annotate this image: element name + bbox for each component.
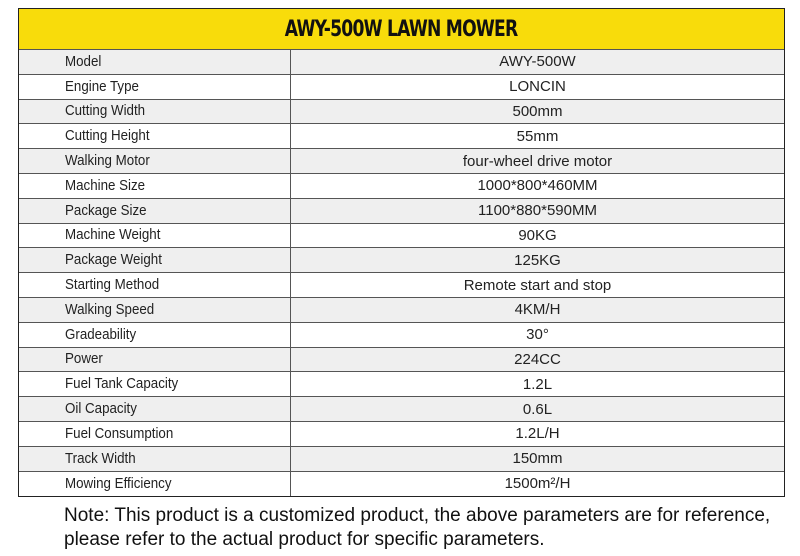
- table-row: [19, 75, 784, 100]
- note-text: Note: This product is a customized product, the above parameters are for reference, please refer to the actual product for specific parameters.: [64, 505, 771, 550]
- spec-value: 1100*880*590MM: [478, 202, 597, 220]
- spec-table: [18, 8, 785, 497]
- spec-label: [19, 447, 291, 471]
- spec-value: AWY-500W: [499, 53, 576, 71]
- spec-label: [19, 75, 291, 99]
- spec-value: 1500m²/H: [504, 475, 571, 493]
- spec-label: [19, 174, 291, 198]
- spec-value: LONCIN: [509, 78, 566, 96]
- table-row: [19, 100, 784, 125]
- table-row: [19, 199, 784, 224]
- spec-label: [19, 199, 291, 223]
- table-row: [19, 273, 784, 298]
- spec-label: [19, 50, 291, 74]
- table-row: [19, 50, 784, 75]
- spec-label: [19, 149, 291, 173]
- spec-label: [19, 100, 291, 124]
- spec-label: [19, 472, 291, 497]
- table-row: [19, 224, 784, 249]
- spec-label-text: Walking Speed: [65, 301, 155, 318]
- spec-label-text: Gradeability: [65, 326, 137, 343]
- table-row: [19, 372, 784, 397]
- table-title: AWY-500W LAWN MOWER: [285, 16, 518, 42]
- spec-value: four-wheel drive motor: [462, 152, 613, 170]
- spec-value: 150mm: [512, 450, 563, 468]
- table-row: [19, 447, 784, 472]
- table-row: [19, 348, 784, 373]
- spec-label-text: Track Width: [65, 450, 136, 467]
- spec-label: [19, 224, 291, 248]
- spec-label-text: Machine Size: [65, 177, 146, 194]
- spec-value: 1000*800*460MM: [477, 177, 598, 195]
- spec-label-text: Cutting Width: [65, 103, 146, 120]
- spec-label-text: Package Weight: [65, 252, 162, 269]
- spec-value: 1.2L: [522, 375, 553, 393]
- spec-label-text: Package Size: [65, 202, 147, 219]
- table-row: [19, 422, 784, 447]
- spec-label-text: Mowing Efficiency: [65, 475, 172, 492]
- spec-value: 125KG: [514, 251, 561, 269]
- table-header: [19, 9, 784, 50]
- spec-rows: [19, 50, 784, 496]
- spec-value: Remote start and stop: [463, 276, 612, 294]
- spec-value: 1.2L/H: [515, 425, 560, 443]
- spec-value: 224CC: [514, 350, 561, 368]
- spec-label-text: Fuel Consumption: [65, 425, 174, 442]
- spec-label-text: Machine Weight: [65, 227, 161, 244]
- spec-value: 500mm: [512, 102, 563, 120]
- table-row: [19, 174, 784, 199]
- spec-label-text: Cutting Height: [65, 128, 150, 145]
- table-row: [19, 149, 784, 174]
- table-row: [19, 248, 784, 273]
- spec-label: [19, 273, 291, 297]
- table-row: [19, 472, 784, 497]
- table-row: [19, 298, 784, 323]
- table-row: [19, 124, 784, 149]
- spec-label: [19, 372, 291, 396]
- spec-value: 4KM/H: [514, 301, 561, 319]
- spec-label: [19, 422, 291, 446]
- table-row: [19, 397, 784, 422]
- spec-value: 55mm: [516, 127, 559, 145]
- spec-label-text: Fuel Tank Capacity: [65, 376, 179, 393]
- table-row: [19, 323, 784, 348]
- spec-label-text: Oil Capacity: [65, 401, 137, 418]
- spec-value: 0.6L: [522, 400, 553, 418]
- spec-label: [19, 397, 291, 421]
- spec-label-text: Engine Type: [65, 78, 139, 95]
- spec-value: 30°: [526, 326, 549, 344]
- spec-label: [19, 298, 291, 322]
- spec-label-text: Starting Method: [65, 277, 160, 294]
- spec-value: 90KG: [518, 226, 557, 244]
- spec-label-text: Walking Motor: [65, 153, 150, 170]
- spec-label: [19, 348, 291, 372]
- spec-label-text: Model: [65, 53, 102, 70]
- spec-label: [19, 124, 291, 148]
- spec-label: [19, 248, 291, 272]
- spec-label-text: Power: [65, 351, 103, 368]
- spec-label: [19, 323, 291, 347]
